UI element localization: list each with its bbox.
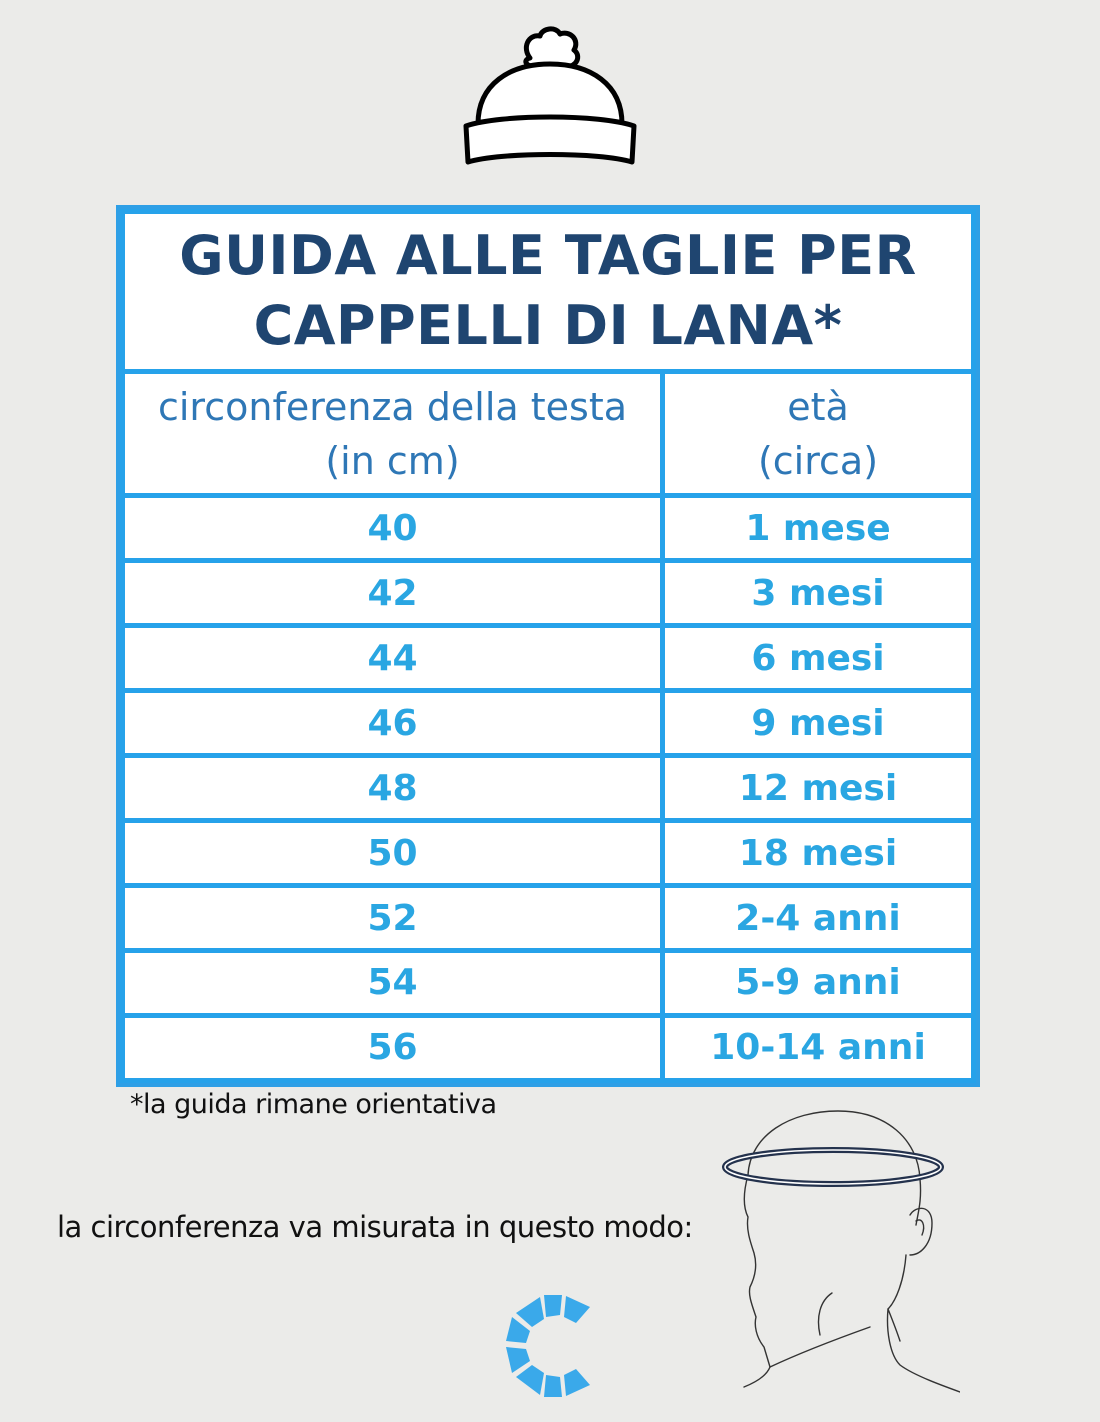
circumference-cell: 48: [123, 756, 663, 821]
circumference-cell: 44: [123, 626, 663, 691]
circumference-cell: 46: [123, 691, 663, 756]
age-cell: 2-4 anni: [663, 886, 974, 951]
age-cell: 10-14 anni: [663, 1015, 974, 1080]
size-guide-table: [120, 209, 976, 1083]
circumference-cell: 54: [123, 951, 663, 1016]
table-row: [123, 756, 974, 821]
title-row: [123, 212, 974, 372]
table-row: [123, 821, 974, 886]
head-measurement-illustration: [720, 1105, 960, 1405]
column-header-age: [663, 371, 974, 496]
table-row: [123, 691, 974, 756]
table-row: [123, 561, 974, 626]
column-header-age-line-1: età: [787, 384, 849, 429]
circumference-cell: 42: [123, 561, 663, 626]
table-title-line-2: CAPPELLI DI LANA*: [253, 294, 843, 358]
measure-instruction: la circonferenza va misurata in questo modo:: [57, 1210, 693, 1244]
column-header-circumference: [123, 371, 663, 496]
age-cell: 6 mesi: [663, 626, 974, 691]
circumference-cell: 52: [123, 886, 663, 951]
age-cell: 5-9 anni: [663, 951, 974, 1016]
table-title-line-1: GUIDA ALLE TAGLIE PER: [179, 224, 917, 288]
table-row: [123, 626, 974, 691]
column-header-age-line-2: (circa): [757, 438, 879, 483]
table-row: [123, 496, 974, 561]
table-row: [123, 886, 974, 951]
circumference-cell: 40: [123, 496, 663, 561]
table-row: [123, 1015, 974, 1080]
age-cell: 12 mesi: [663, 756, 974, 821]
column-header-circumference-line-2: (in cm): [325, 438, 460, 483]
age-cell: 1 mese: [663, 496, 974, 561]
table-title: [123, 212, 974, 372]
circumference-cell: 50: [123, 821, 663, 886]
brand-logo-icon: [504, 1293, 596, 1399]
age-cell: 3 mesi: [663, 561, 974, 626]
table-row: [123, 951, 974, 1016]
age-cell: 9 mesi: [663, 691, 974, 756]
footnote: *la guida rimane orientativa: [130, 1089, 497, 1120]
beanie-hat-icon: [460, 26, 640, 186]
age-cell: 18 mesi: [663, 821, 974, 886]
circumference-cell: 56: [123, 1015, 663, 1080]
column-header-circumference-line-1: circonferenza della testa: [157, 384, 628, 429]
header-row: [123, 371, 974, 496]
